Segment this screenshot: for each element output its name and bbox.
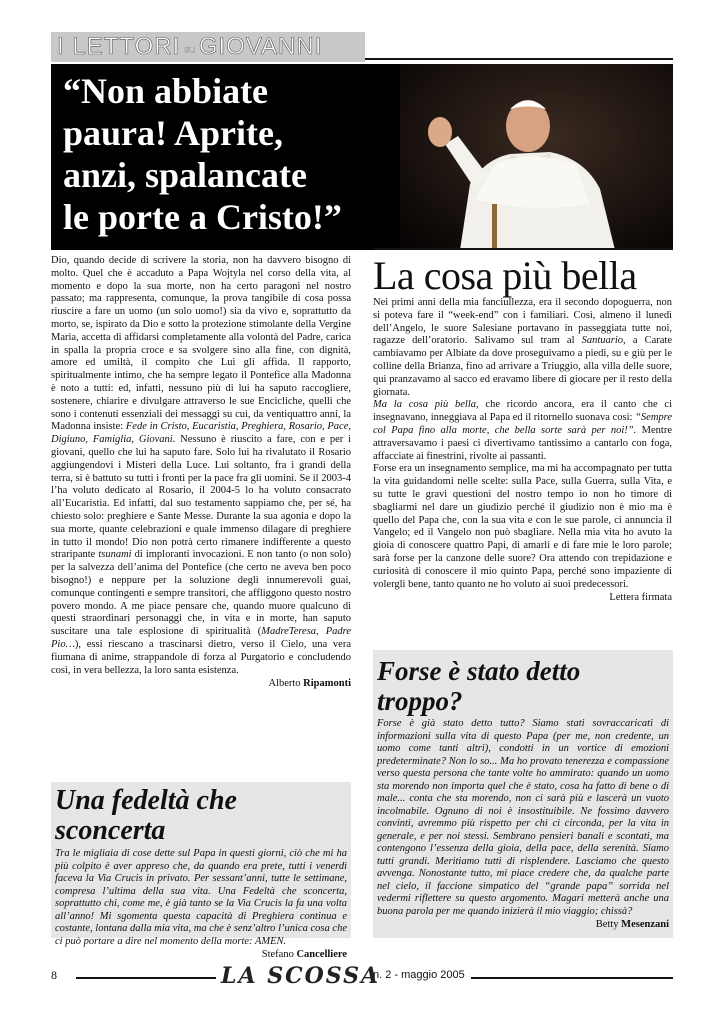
header-rule bbox=[365, 58, 673, 60]
article-left-italic-list: Fede in Cristo, Eucaristia, Preghiera, Rosario, Pace, Digiuno, Famiglia, Giovani. bbox=[51, 421, 351, 446]
box-right-title: Forse è stato detto troppo? bbox=[377, 656, 581, 716]
article-right-p2: Ma la cosa più bella, che ricordo ancora, era il canto che ci insegnavano, inneggiava al Papa ed il ritornello suonava così: “Sempre col Papa fino alla morte, che bella sorte sarà per noi!”. Mentre attraversavamo i paesi ci divertivamo tantissimo a cantarlo con foga, affacciate ai finestrini, rivolte ai passanti. bbox=[373, 399, 673, 462]
box-right-signature: Betty Mesenzani bbox=[595, 919, 669, 930]
article-right-p3: Forse era un insegnamento semplice, ma mi ha accompagnato per tutta la vita guidandomi nelle scelte: sulla Pace, sulla Guerra, sulla Vita, e su tutte le gravi questioni del nostro tempo io non ho timore di sbagliarmi nel dare un giudizio perché il giudizio non è mio ma è quello del Papa che, con la sua vita e con le sue parole, ci annuncia il Vangelo; ed il Vangelo non può sbagliare. Nella mia vita ho avuto la gioia di conoscere quattro Papi, di amarli e di fare mie le loro parole; sarà forse per la canzone delle suore? Ora attendo con trepidazione e curiosità di conoscere il mio quinto Papa, perché sono impaziente di volergli bene, tanto quanto ne ho voluto ai suoi predecessori. bbox=[373, 463, 672, 590]
title-rule bbox=[373, 248, 673, 250]
box-left-title: Una fedeltà che sconcerta bbox=[55, 785, 237, 846]
section-title-small: su bbox=[184, 44, 195, 56]
article-left bbox=[51, 255, 351, 691]
article-right-p1: Nei primi anni della mia fanciullezza, era il secondo dopoguerra, non si poteva fare il “week-end” con i familiari. Così, almeno il lunedì dell’Angelo, le suore Salesiane portavano in passeggiata tutte noi, ragazze dell’oratorio. Salivamo sul tram al Santuario, a Carate cambiavamo per Albiate da dove proseguivamo a piedi, su e giù per le colline della Brianza, fino ad arrivare a Triuggio, alla villa delle suore, qui pranzavamo al sacco ed eravamo libere di giocare per il resto della giornata. bbox=[373, 297, 672, 398]
section-title-end: GIOVANNI bbox=[198, 33, 323, 60]
article-right-signature: Lettera firmata bbox=[609, 592, 672, 604]
pope-photo bbox=[400, 64, 673, 250]
article-right bbox=[373, 297, 672, 605]
box-left bbox=[51, 782, 351, 960]
footer-rule-left bbox=[76, 977, 216, 979]
box-left-signature: Stefano Cancelliere bbox=[261, 949, 347, 960]
issue-label: n. 2 - maggio 2005 bbox=[373, 969, 465, 981]
article-left-body: Dio, quando decide di scrivere la storia, non ha davvero bisogno di molto. Quel che è accaduto a Papa Wojtyla nel corso della vita, al momento e dopo la sua morte, non ha certo paragoni nel nostro passato; ma rappresenta, comunque, la prova tangibile di cosa possa riuscire a fare un uomo (un solo uomo!) sia da vivo e, soprattutto da morto, se, ispirato da Dio e sotto la protezione stimolante della Vergine Maria, accetta di affidarsi completamente alla volontà del Padre, carica in spalla la propria croce e sa svolgere sino alla fine, con dignità, amore ed umiltà, il compito che Lui gli affida. Il rapporto, spiritualmente intimo, che ha sempre legato il Pontefice alla Madonna è noto a tutti: ed, infatti, nessuno più di lui ha saputo raccogliere, sostenere, chiarire e divulgare attraverso le sue Encicliche, quelli che sono i contenuti essenziali dei messaggi su cui, da ventiquattro anni, la Madonna insiste: Fede in Cristo, Eucaristia, Preghiera, Rosario, Pace, Digiuno, Famiglia, Giovani. Nessuno è riuscito a fare, con e per i giovani, quello che lui ha saputo fare. Solo lui ha rivalutato il Rosario aggiungendovi i Misteri della Luce. Lui soltanto, fra i grandi della terra, si è battuto su tutti i fronti per la pace fra gli uomini. Se il 2003-4 l’ha voluto dedicato al Rosario, il 2004-5 lo ha voluto consacrato all’Eucaristia. Ed infatti, dal suo testamento sappiamo che, per sé, ha chiesto solo: preghiere e Sante Messe. Durante la sua agonia e dopo la sua morte, quante celebrazioni e quale immenso dilagare di preghiere in tutto il mondo! Dio non potrà certo rimanere indifferente a questo straripante tsunami di imploranti invocazioni. E non tanto (o non solo) per la salvezza dell’anima del Pontefice (che certo ne aveva ben poco bisogno!) e neppure per la soluzione degli innumerevoli guai, comunque contingenti e sempre transitori, che affliggono questo nostro povero mondo. A me piace pensare che, quando muore qualcuno di questi straordinari personaggi che, in vita e in morte, han saputo suscitare una tale esplosione di spiritualità (MadreTeresa, Padre Pio…), essi riescano a trascinarsi dietro, verso il Cielo, una vera fiumana di anime, strappandole di forza al Purgatorio e concludendo così, in vera bellezza, la loro santa esistenza. bbox=[51, 255, 352, 676]
article-left-italic-word: tsunami bbox=[98, 549, 132, 561]
quote-box bbox=[51, 64, 400, 250]
box-right bbox=[373, 650, 673, 938]
pope-photo-illustration bbox=[400, 64, 673, 250]
article-left-italic-names: MadreTeresa, Padre Pio… bbox=[51, 626, 351, 650]
box-left-body: Tra le migliaia di cose dette sul Papa in questi giorni, ciò che mi ha più colpito è aver appreso che, da quando era prete, tutti i venerdì faceva la Via Crucis in privato. Per sessant’anni, tutte le settimane, compresa l’ultima della sua vita. Una Fedeltà che sconcerta, soprattutto chi, come me, è già tanto se la Via Crucis la fa una volta all’anno! Mi sgomenta questa capacità di Preghiera continua e costante, lontana dalla mia vita, ma che è senz’altro l’unica cosa che ci può portare a dire nel momento della morte: AMEN. Stefano Cancelliere bbox=[55, 848, 347, 960]
pull-quote: “Non abbiate paura! Aprite, anzi, spalancate le porte a Cristo!” bbox=[63, 71, 342, 237]
box-right-body: Forse è già stato detto tutto? Siamo stati sovraccaricati di informazioni sulla vita di questo Papa (per me, non credente, un uomo come tanti altri), condotti in un vortice di emozioni predeterminate? Non lo so... Ma ho provato tenerezza e compassione verso questa persona che tante volte ho ammirato: quando un uomo sta morendo non importa quel che è stato, cosa ha fatto di bene o di male... conta che sta morendo, non ci sarà più e lascerà un vuoto incolmabile. Ognuno di noi è insostituibile. Ne fossimo davvero convinti, avremmo più rispetto per chi ci circonda, per la vita in generale, e per noi stessi. Sembrano pensieri banali e scontati, ma contengono l’essenza della gioia, della pace, della serenità. Siamo tutti grandi. Meritiamo tutti di risplendere. Lasciamo che questo avvenga. Nonostante tutto, mi piace credere che, da qualche parte nel cielo, il faccione simpatico del “grande papa” sorrida nel vedermi riflettere su questo argomento. Magari metterà anche una buona parola per me quando inizierà il mio viaggio; chissà? Betty Mesenzani bbox=[377, 718, 669, 930]
section-header-tab bbox=[51, 32, 365, 62]
article-left-signature: Alberto Ripamonti bbox=[268, 678, 351, 690]
page-number: 8 bbox=[51, 968, 57, 982]
magazine-logo: LA SCOSSA bbox=[221, 963, 381, 989]
section-title-main: I LETTORI bbox=[57, 33, 181, 60]
footer-rule-right bbox=[471, 977, 673, 979]
page-footer bbox=[51, 964, 673, 988]
article-right-title: La cosa più bella bbox=[373, 253, 637, 298]
